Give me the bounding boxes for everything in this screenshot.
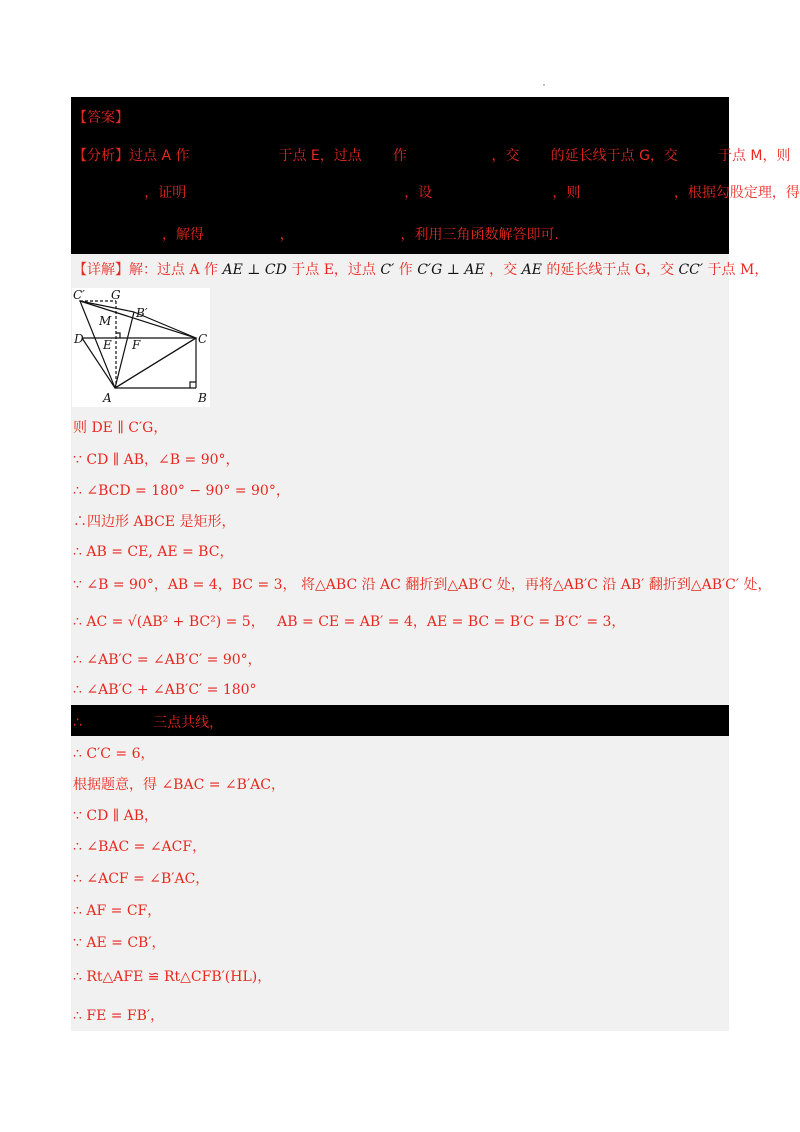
analysis-line-3: ，解得 ， ，利用三角函数解答即可. bbox=[73, 227, 559, 243]
label-e: E bbox=[103, 338, 112, 352]
analysis-line-1: 【分析】过点 A 作 于点 E，过点 作 ，交 的延长线于点 G，交 于点 M，则 bbox=[73, 148, 791, 164]
label-g: G bbox=[111, 288, 121, 302]
collinear-text: ∴ 三点共线， bbox=[73, 715, 224, 731]
detail-line-18: ∵ AE = CB′， bbox=[73, 935, 166, 951]
detail-line-12: ∴ C′C = 6， bbox=[73, 746, 155, 762]
geometry-figure bbox=[72, 288, 210, 407]
label-f: F bbox=[132, 338, 141, 352]
detail-line-1: 【详解】解：过点 A 作 AE ⊥ CD 于点 E，过点 C′ 作 C′G ⊥ AE ，交 AE 的延长线于点 G，交 CC′ 于点 M， bbox=[73, 262, 769, 278]
detail-line-15: ∴ ∠BAC = ∠ACF， bbox=[73, 839, 207, 855]
label-c-prime: C′ bbox=[73, 288, 85, 302]
speck bbox=[543, 84, 545, 86]
detail-line-19: ∴ Rt△AFE ≌ Rt△CFB′(HL)， bbox=[73, 969, 272, 985]
label-b: B bbox=[198, 391, 207, 405]
answer-heading: 【答案】 bbox=[73, 110, 129, 126]
collinear-bar bbox=[71, 705, 729, 736]
label-m: M bbox=[99, 314, 112, 328]
detail-line-10: ∴ ∠AB′C + ∠AB′C′ = 180° bbox=[73, 682, 257, 698]
detail-line-13: 根据题意，得 ∠BAC = ∠B′AC， bbox=[73, 777, 285, 793]
detail-line-4: ∴ ∠BCD = 180° − 90° = 90°， bbox=[73, 483, 290, 499]
label-c: C bbox=[198, 332, 208, 346]
detail-line-20: ∴ FE = FB′， bbox=[73, 1008, 165, 1024]
label-d: D bbox=[74, 332, 84, 346]
detail-line-14: ∵ CD ∥ AB， bbox=[73, 808, 159, 824]
detail-line-5: ∴四边形 ABCE 是矩形， bbox=[73, 514, 236, 530]
label-a: A bbox=[103, 391, 112, 405]
detail-line-6: ∴ AB = CE, AE = BC， bbox=[73, 544, 234, 560]
detail-line-17: ∴ AF = CF， bbox=[73, 903, 162, 919]
detail-line-16: ∴ ∠ACF = ∠B′AC， bbox=[73, 871, 210, 887]
answer-analysis-box bbox=[71, 97, 800, 254]
label-b-prime: B′ bbox=[136, 306, 148, 320]
geometry-diagram bbox=[72, 288, 210, 407]
detail-line-8: ∴ AC = √(AB² + BC²) = 5， AB = CE = AB′ = 4，AE = BC = B′C = B′C′ = 3， bbox=[73, 614, 626, 630]
analysis-line-2: ，证明 ，设 ，则 ，根据勾股定理，得 bbox=[73, 185, 800, 201]
detail-line-2: 则 DE ∥ C′G， bbox=[73, 420, 168, 436]
detail-line-7: ∵ ∠B = 90°，AB = 4，BC = 3， 将△ABC 沿 AC 翻折到△AB′C 处，再将△AB′C 沿 AB′ 翻折到△AB′C′ 处， bbox=[73, 577, 772, 593]
detail-line-3: ∵ CD ∥ AB，∠B = 90°， bbox=[73, 452, 240, 468]
detail-line-9: ∴ ∠AB′C = ∠AB′C′ = 90°， bbox=[73, 652, 262, 668]
